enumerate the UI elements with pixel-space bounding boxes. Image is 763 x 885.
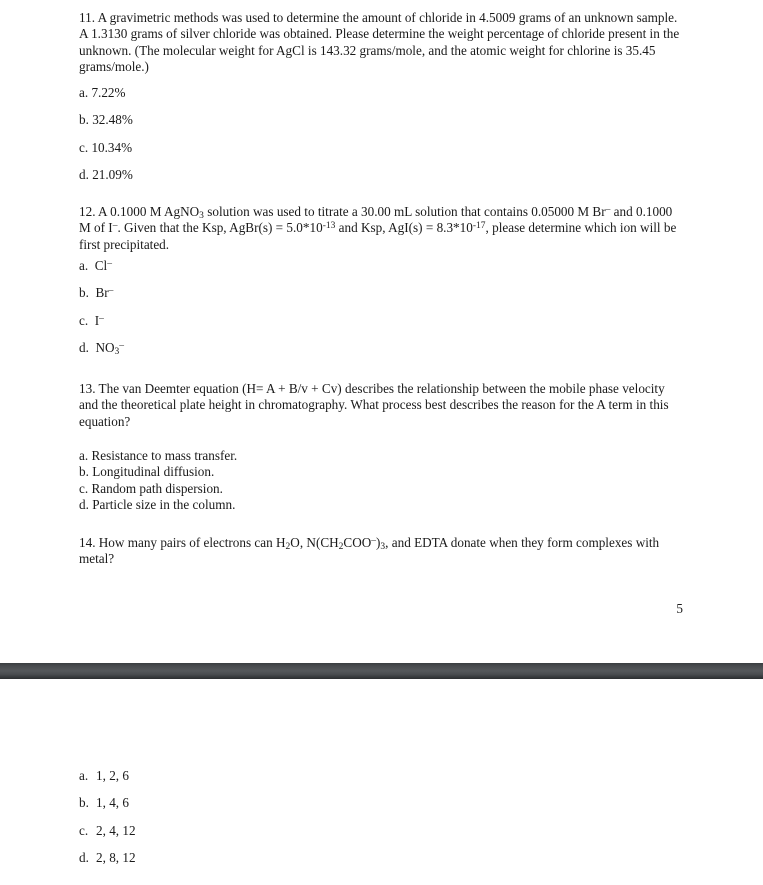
question-13-text: 13. The van Deemter equation (H= A + B/v + Cv) describes the relationship between the mobile phase velocity and the theoretical plate height in chromatography. What process best describes the reason for the A term in this equation? [79,381,669,429]
q12-subscript-1: 3 [199,211,204,222]
question-12-option-c[interactable] [79,313,683,329]
q12-segment-4: . Given that the Ksp, AgBr(s) = 5.0*10 [117,220,323,236]
question-12-block [79,204,683,253]
question-13-option-c[interactable]: c. Random path dispersion. [79,480,223,496]
question-11-text: 11. A gravimetric methods was used to determine the amount of chloride in 4.5009 grams of an unknown sample. A 1.3130 grams of silver chloride was obtained. Please determine the weight percentage of chloride present in the unknown. (The molecular weight for AgCl is 143.32 grams/mole, and the atomic weight for chlorine is 35.45 grams/mole.) [79,10,680,75]
q12-segment-3: and 0.1000 M of I [79,204,673,236]
q14-segment-2: O, N(CH [290,535,339,550]
q14-segment-3: COO [343,535,372,550]
question-12-option-d[interactable] [79,340,683,356]
option-letter: b. [79,795,89,811]
question-11-option-b[interactable]: b. 32.48% [79,112,133,128]
question-11-option-a[interactable]: a. 7.22% [79,85,126,100]
option-value: Br [95,285,109,301]
option-charge: – [108,286,114,297]
document-page-two [0,679,763,885]
option-value: NO [95,340,115,356]
option-charge: – [107,259,112,270]
option-letter: a. [79,768,89,783]
question-12-option-a[interactable] [79,258,683,274]
q12-segment-6: , please determine which ion will be first precipitated. [79,220,677,252]
page-separator-bar [0,663,763,679]
option-text: 2, 8, 12 [96,850,136,866]
q12-segment-1: 12. A 0.1000 M AgNO [79,204,200,219]
option-letter: d. [79,850,89,866]
q14-subscript-3: 3 [380,542,386,553]
question-11-option-c[interactable]: c. 10.34% [79,139,133,155]
question-14-option-d[interactable] [79,850,683,866]
option-letter: c. [79,312,89,328]
option-text: 1, 2, 6 [96,768,129,783]
q14-subscript-2: 2 [338,542,344,553]
option-text: 2, 4, 12 [96,822,136,838]
option-subscript: 3 [114,347,120,358]
question-11-options [79,85,683,184]
q12-superscript-2: – [112,221,118,232]
question-13-option-d[interactable]: d. Particle size in the column. [79,497,236,513]
option-charge: – [99,313,104,324]
question-14-option-a[interactable] [79,768,683,784]
option-value: Cl [94,258,108,273]
question-14-options [79,768,683,867]
option-letter: c. [79,822,89,838]
question-14-text [79,535,683,568]
q12-superscript-1: – [605,205,611,216]
q12-superscript-4: -17 [472,221,486,232]
question-12-option-b[interactable] [79,285,683,301]
q12-segment-2: solution was used to titrate a 30.00 mL solution that contains 0.05000 M Br [203,204,606,219]
page-number: 5 [676,601,683,616]
q14-subscript-1: 2 [285,542,291,553]
q14-segment-5: , and EDTA donate when they form complexes with metal? [79,535,660,567]
question-11-block [79,10,683,76]
option-charge: – [119,341,125,352]
question-14-block [79,535,683,568]
question-14-option-b[interactable] [79,795,683,811]
q14-superscript-1: – [371,536,376,547]
q14-segment-4: ) [376,535,381,550]
q12-superscript-3: -13 [322,221,336,232]
question-14-option-c[interactable] [79,823,683,839]
option-text: 1, 4, 6 [96,795,129,811]
q14-segment-1: 14. How many pairs of electrons can H [79,535,286,550]
question-13-option-b[interactable]: b. Longitudinal diffusion. [79,464,215,480]
q12-segment-5: and Ksp, AgI(s) = 8.3*10 [335,220,473,236]
option-letter: d. [79,340,89,356]
question-13-options [79,448,683,514]
option-letter: a. [79,258,89,273]
question-12-text [79,204,683,253]
question-11-option-d[interactable]: d. 21.09% [79,167,133,183]
question-13-block [79,381,683,430]
question-12-options [79,258,683,357]
option-value: I [94,312,100,328]
question-13-option-a[interactable]: a. Resistance to mass transfer. [79,448,238,463]
option-letter: b. [79,285,89,301]
